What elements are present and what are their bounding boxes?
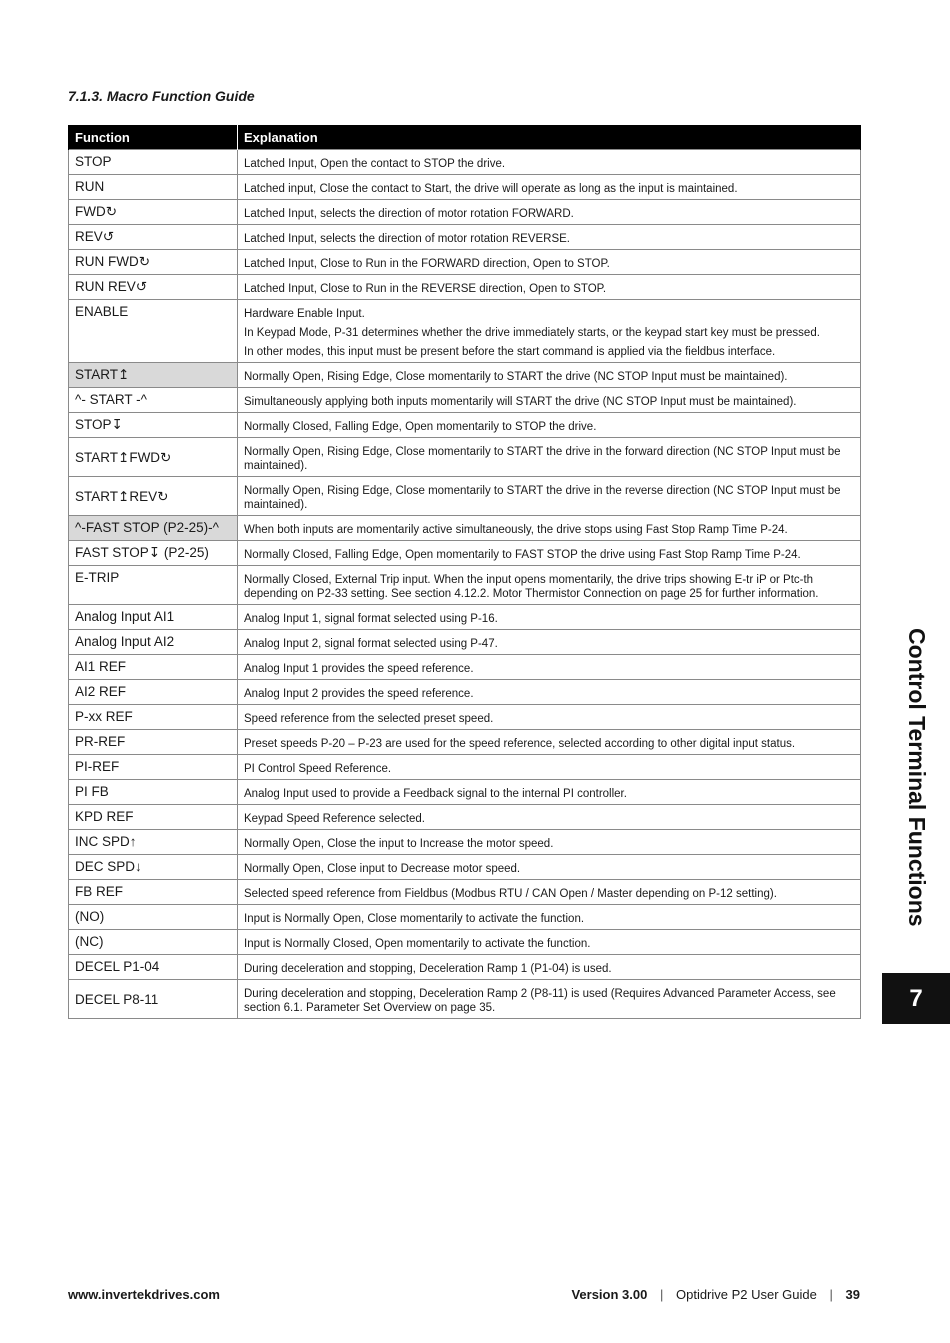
function-cell: FAST STOP↧ (P2-25) bbox=[69, 541, 238, 566]
footer-website: www.invertekdrives.com bbox=[68, 1287, 220, 1302]
explanation-cell bbox=[238, 730, 861, 755]
table-row bbox=[69, 980, 861, 1019]
table-row bbox=[69, 930, 861, 955]
table-row bbox=[69, 250, 861, 275]
explanation-cell bbox=[238, 250, 861, 275]
explanation-text: Latched Input, Close to Run in the REVERSE direction, Open to STOP. bbox=[244, 283, 607, 295]
footer-separator: | bbox=[659, 1287, 664, 1302]
explanation-cell bbox=[238, 955, 861, 980]
explanation-text: Latched Input, selects the direction of motor rotation FORWARD. bbox=[244, 208, 574, 220]
explanation-text: Normally Closed, External Trip input. When the input opens momentarily, the drive trips showing E-tr iP or Ptc-th depending on P2-33 setting. See section 4.12.2. Motor Thermistor Connection on page 25 for further information. bbox=[244, 574, 819, 600]
explanation-cell bbox=[238, 855, 861, 880]
function-cell: START↥ bbox=[69, 363, 238, 388]
function-cell: PI-REF bbox=[69, 755, 238, 780]
function-cell: RUN FWD↻ bbox=[69, 250, 238, 275]
table-row bbox=[69, 905, 861, 930]
explanation-cell bbox=[238, 830, 861, 855]
explanation-cell bbox=[238, 905, 861, 930]
table-row bbox=[69, 880, 861, 905]
explanation-text: Preset speeds P-20 – P-23 are used for the speed reference, selected according to other digital input status. bbox=[244, 738, 796, 750]
explanation-cell bbox=[238, 413, 861, 438]
function-cell: RUN REV↺ bbox=[69, 275, 238, 300]
table-row bbox=[69, 805, 861, 830]
function-cell: E-TRIP bbox=[69, 566, 238, 605]
explanation-text: Input is Normally Open, Close momentarily to activate the function. bbox=[244, 913, 585, 925]
explanation-text: Keypad Speed Reference selected. bbox=[244, 813, 425, 825]
explanation-cell bbox=[238, 680, 861, 705]
footer-guide-title: Optidrive P2 User Guide bbox=[675, 1287, 817, 1302]
table-row bbox=[69, 363, 861, 388]
footer-page-number: 39 bbox=[845, 1287, 860, 1302]
function-cell: DECEL P1-04 bbox=[69, 955, 238, 980]
table-row bbox=[69, 630, 861, 655]
explanation-text: Normally Closed, Falling Edge, Open momentarily to FAST STOP the drive using Fast Stop Ramp Time P-24. bbox=[244, 549, 801, 561]
explanation-text: Analog Input 2 provides the speed reference. bbox=[244, 688, 474, 700]
function-cell: STOP↧ bbox=[69, 413, 238, 438]
function-cell: START↥REV↻ bbox=[69, 477, 238, 516]
header-explanation: Explanation bbox=[238, 125, 861, 150]
table-row bbox=[69, 275, 861, 300]
explanation-text: When both inputs are momentarily active simultaneously, the drive stops using Fast Stop Ramp Time P-24. bbox=[244, 524, 788, 536]
explanation-text: Latched Input, selects the direction of motor rotation REVERSE. bbox=[244, 233, 571, 245]
table-row bbox=[69, 780, 861, 805]
function-cell: ^-FAST STOP (P2-25)-^ bbox=[69, 516, 238, 541]
explanation-cell bbox=[238, 363, 861, 388]
table-row bbox=[69, 477, 861, 516]
function-cell: KPD REF bbox=[69, 805, 238, 830]
explanation-text: In Keypad Mode, P-31 determines whether the drive immediately starts, or the keypad start key must be pressed. bbox=[244, 327, 820, 339]
explanation-text: Latched input, Close the contact to Start, the drive will operate as long as the input is maintained. bbox=[244, 183, 738, 195]
footer-info bbox=[571, 1287, 860, 1302]
function-cell: Analog Input AI2 bbox=[69, 630, 238, 655]
footer-version: Version 3.00 bbox=[571, 1287, 648, 1302]
function-cell: REV↺ bbox=[69, 225, 238, 250]
function-cell: RUN bbox=[69, 175, 238, 200]
table-row bbox=[69, 150, 861, 175]
function-cell: ^- START -^ bbox=[69, 388, 238, 413]
explanation-text: Normally Open, Close input to Decrease motor speed. bbox=[244, 863, 521, 875]
table-row bbox=[69, 855, 861, 880]
explanation-text: Selected speed reference from Fieldbus (Modbus RTU / CAN Open / Master depending on P-12 setting). bbox=[244, 888, 777, 900]
explanation-cell bbox=[238, 930, 861, 955]
explanation-text: Normally Open, Rising Edge, Close momentarily to START the drive in the reverse direction (NC STOP Input must be maintained). bbox=[244, 485, 841, 511]
explanation-text: In other modes, this input must be present before the start command is applied via the fieldbus interface. bbox=[244, 346, 776, 358]
function-cell: STOP bbox=[69, 150, 238, 175]
function-cell: DECEL P8-11 bbox=[69, 980, 238, 1019]
explanation-cell bbox=[238, 477, 861, 516]
footer-separator: | bbox=[829, 1287, 833, 1302]
explanation-text: Normally Open, Rising Edge, Close momentarily to START the drive (NC STOP Input must be maintained). bbox=[244, 371, 788, 383]
macro-function-table bbox=[68, 125, 861, 1019]
table-row bbox=[69, 605, 861, 630]
function-cell: DEC SPD↓ bbox=[69, 855, 238, 880]
function-cell: INC SPD↑ bbox=[69, 830, 238, 855]
explanation-text: Normally Closed, Falling Edge, Open momentarily to STOP the drive. bbox=[244, 421, 597, 433]
header-function: Function bbox=[69, 125, 238, 150]
table-row bbox=[69, 413, 861, 438]
explanation-cell bbox=[238, 630, 861, 655]
explanation-text: During deceleration and stopping, Deceleration Ramp 2 (P8-11) is used (Requires Advanced Parameter Access, see section 6.1. Parameter Set Overview on page 35. bbox=[244, 988, 836, 1014]
explanation-text: Latched Input, Close to Run in the FORWARD direction, Open to STOP. bbox=[244, 258, 610, 270]
explanation-cell bbox=[238, 755, 861, 780]
explanation-cell bbox=[238, 150, 861, 175]
table-row bbox=[69, 175, 861, 200]
table-header-row bbox=[69, 125, 861, 150]
function-cell: (NC) bbox=[69, 930, 238, 955]
table-row bbox=[69, 300, 861, 363]
function-cell: START↥FWD↻ bbox=[69, 438, 238, 477]
explanation-cell bbox=[238, 225, 861, 250]
explanation-cell bbox=[238, 175, 861, 200]
table-row bbox=[69, 705, 861, 730]
explanation-cell bbox=[238, 655, 861, 680]
explanation-cell bbox=[238, 980, 861, 1019]
explanation-text: Input is Normally Closed, Open momentarily to activate the function. bbox=[244, 938, 591, 950]
explanation-cell bbox=[238, 705, 861, 730]
explanation-cell bbox=[238, 541, 861, 566]
function-cell: FWD↻ bbox=[69, 200, 238, 225]
explanation-cell bbox=[238, 566, 861, 605]
explanation-text: Analog Input 2, signal format selected using P-47. bbox=[244, 638, 498, 650]
chapter-tab-label: Control Terminal Functions bbox=[904, 628, 930, 927]
explanation-cell bbox=[238, 605, 861, 630]
function-cell: AI2 REF bbox=[69, 680, 238, 705]
explanation-cell bbox=[238, 780, 861, 805]
explanation-cell bbox=[238, 880, 861, 905]
explanation-text: Normally Open, Rising Edge, Close momentarily to START the drive in the forward direction (NC STOP Input must be maintained). bbox=[244, 446, 841, 472]
explanation-cell bbox=[238, 516, 861, 541]
explanation-cell bbox=[238, 805, 861, 830]
function-cell: PR-REF bbox=[69, 730, 238, 755]
explanation-cell bbox=[238, 300, 861, 363]
table-row bbox=[69, 680, 861, 705]
table-row bbox=[69, 755, 861, 780]
table-row bbox=[69, 516, 861, 541]
explanation-cell bbox=[238, 275, 861, 300]
table-row bbox=[69, 438, 861, 477]
explanation-cell bbox=[238, 438, 861, 477]
table-row bbox=[69, 566, 861, 605]
function-cell: (NO) bbox=[69, 905, 238, 930]
function-cell: Analog Input AI1 bbox=[69, 605, 238, 630]
chapter-number-tab: 7 bbox=[882, 973, 950, 1024]
table-row bbox=[69, 541, 861, 566]
function-cell: P-xx REF bbox=[69, 705, 238, 730]
explanation-text: Latched Input, Open the contact to STOP the drive. bbox=[244, 158, 506, 170]
explanation-cell bbox=[238, 388, 861, 413]
function-cell: PI FB bbox=[69, 780, 238, 805]
explanation-text: Hardware Enable Input. bbox=[244, 308, 365, 320]
explanation-text: PI Control Speed Reference. bbox=[244, 763, 392, 775]
explanation-text: During deceleration and stopping, Deceleration Ramp 1 (P1-04) is used. bbox=[244, 963, 612, 975]
table-row bbox=[69, 388, 861, 413]
explanation-text: Normally Open, Close the input to Increase the motor speed. bbox=[244, 838, 554, 850]
explanation-text: Analog Input 1 provides the speed reference. bbox=[244, 663, 474, 675]
explanation-cell bbox=[238, 200, 861, 225]
section-heading: 7.1.3. Macro Function Guide bbox=[68, 88, 255, 104]
table-row bbox=[69, 200, 861, 225]
function-cell: AI1 REF bbox=[69, 655, 238, 680]
table-body bbox=[69, 150, 861, 1019]
function-cell: FB REF bbox=[69, 880, 238, 905]
function-cell: ENABLE bbox=[69, 300, 238, 363]
table-row bbox=[69, 655, 861, 680]
table-row bbox=[69, 830, 861, 855]
explanation-text: Analog Input 1, signal format selected using P-16. bbox=[244, 613, 498, 625]
table-row bbox=[69, 225, 861, 250]
explanation-text: Speed reference from the selected preset speed. bbox=[244, 713, 494, 725]
table-row bbox=[69, 730, 861, 755]
explanation-text: Analog Input used to provide a Feedback signal to the internal PI controller. bbox=[244, 788, 627, 800]
explanation-text: Simultaneously applying both inputs momentarily will START the drive (NC STOP Input must be maintained). bbox=[244, 396, 797, 408]
table-row bbox=[69, 955, 861, 980]
